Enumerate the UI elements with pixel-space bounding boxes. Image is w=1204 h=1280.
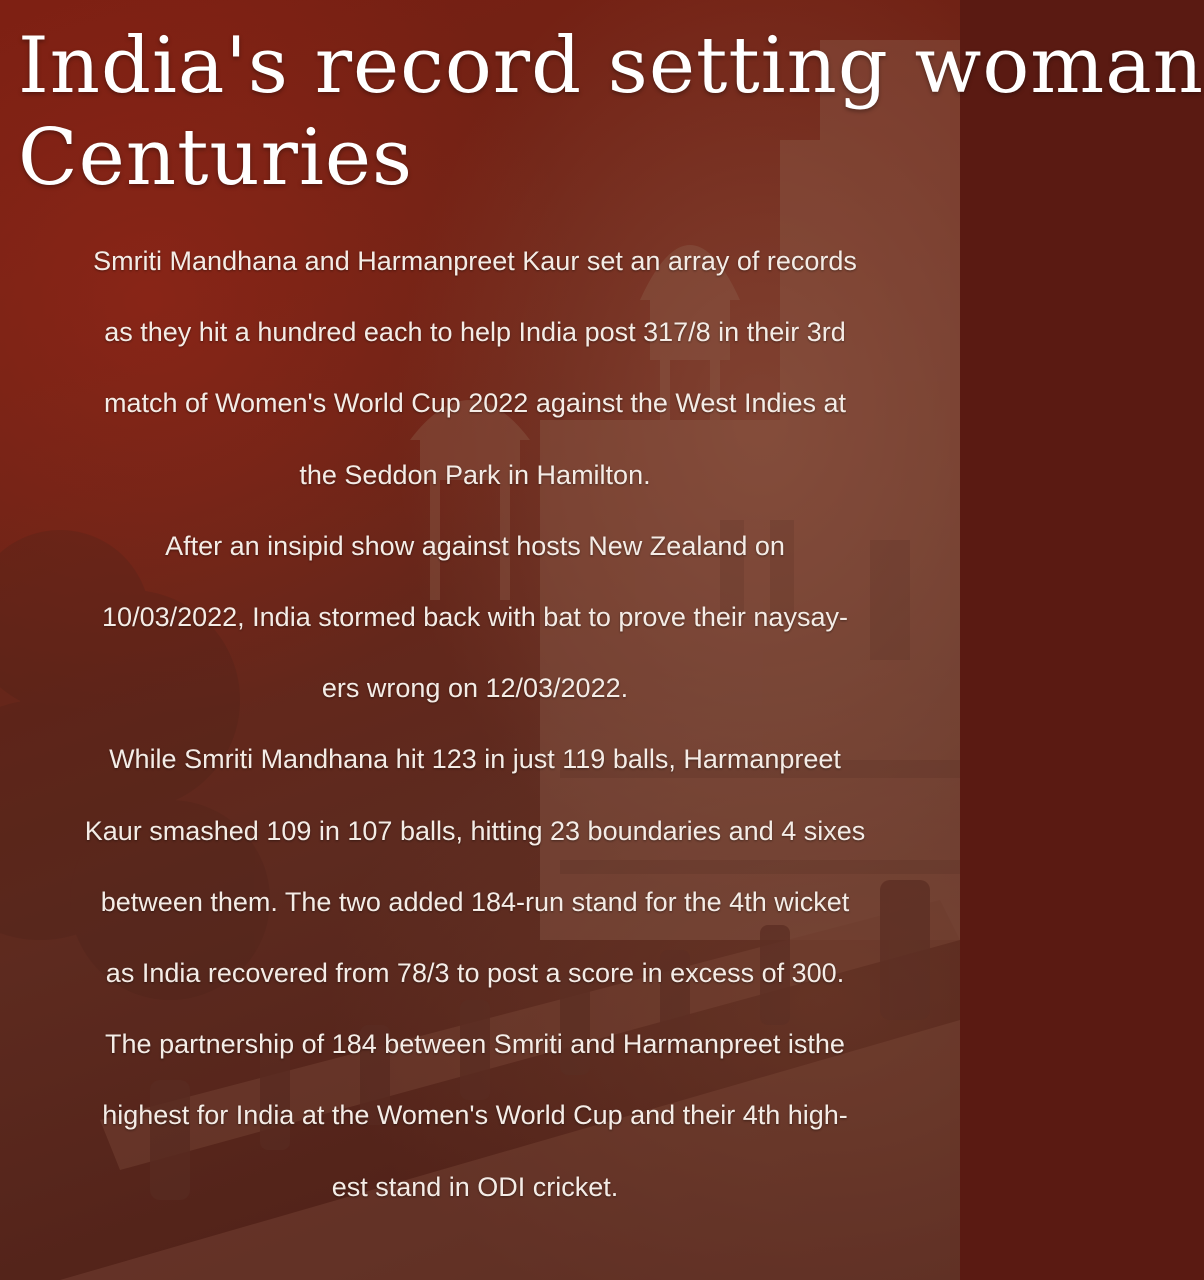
title-line-2: Centuries [18, 113, 414, 203]
body-line: the Seddon Park in Hamilton. [299, 459, 651, 490]
body-line: between them. The two added 184-run stand for the 4th wicket [100, 886, 850, 917]
body-line: Smriti Mandhana and Harmanpreet Kaur set an array of records [93, 246, 857, 276]
body-line: as they hit a hundred each to help India post 317/8 in their 3rd [104, 317, 846, 348]
body-line: as India recovered from 78/3 to post a score in excess of 300. [105, 958, 845, 989]
body-line: Kaur smashed 109 in 107 balls, hitting 23 boundaries and 4 sixes [84, 815, 866, 846]
body-line: est stand in ODI cricket. [331, 1171, 619, 1202]
body-line: match of Women's World Cup 2022 against the West Indies at [103, 388, 847, 419]
body-line: ers wrong on 12/03/2022. [321, 673, 629, 704]
body-line: While Smriti Mandhana hit 123 in just 119 balls, Harmanpreet [109, 744, 841, 775]
body-line: 10/03/2022, India stormed back with bat to prove their naysay- [102, 602, 848, 633]
body-line: The partnership of 184 between Smriti and Harmanpreet isthe [105, 1029, 845, 1060]
page-title [18, 20, 1204, 204]
body-line: After an insipid show against hosts New Zealand on [165, 530, 785, 561]
body-line: highest for India at the Women's World Cup and their 4th high- [102, 1100, 848, 1131]
title-line-1: India's record setting woman [18, 21, 1204, 111]
article-body [40, 226, 910, 1223]
